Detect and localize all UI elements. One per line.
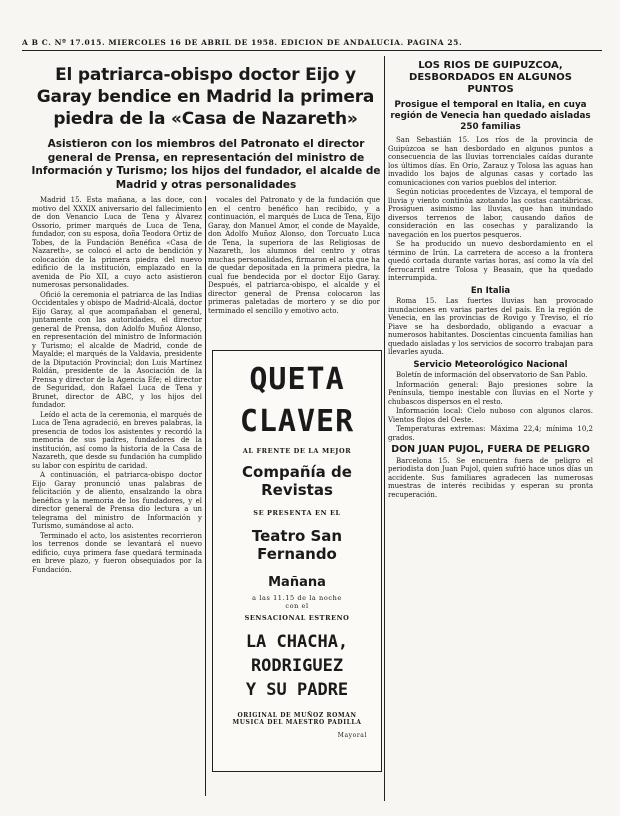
ad-presents: SE PRESENTA EN EL: [253, 509, 341, 517]
paragraph: Ofició la ceremonia el patriarca de las Indias Occidentales y obispo de Madrid-Alcalá, doctor Eijo Garay, al que acompañaban el general, juntamente con las autoridades, el director general de Prensa, don Adolfo Muñoz Alonso, en representación del ministro de Información y Turismo; el alcalde de Madrid, conde de Mayalde; el marqués de la Valdavia, presidente de la Diputación Provincial; don Luis Martínez Roldán, presidente de la Asociación de la Prensa y director de la Agencia Efe; el director de Seguridad, don Rafael Luca de Tena y Brunet, director de ABC, y los hijos del fundador.: [32, 290, 202, 409]
paragraph: Terminado el acto, los asistentes recorrieron los terrenos donde se levantará el nuevo edificio, cuya primera fase quedará terminada en breve plazo, y fueron obsequiados por la Fundación.: [32, 531, 202, 574]
ad-time: a las 11.15 de la noche: [252, 594, 342, 602]
ad-when: Mañana: [268, 575, 326, 590]
paragraph: Se ha producido un nuevo desbordamiento en el término de Irún. La carretera de acceso a la frontera quedó cortada durante varias horas, así como la vía del ferrocarril entre Tolosa y Beasain, que ha quedado interrumpida.: [388, 240, 593, 282]
ad-play-title-2: RODRIGUEZ: [250, 656, 344, 676]
paragraph: A continuación, el patriarca-obispo doctor Eijo Garay pronunció unas palabras de felicitación y de aliento, ensalzando la obra benéfica y la memoria de los fundadores, y el director general de Prensa dio lectura a un telegrama del ministro de Información y Turismo, sumándose al acto.: [32, 471, 202, 530]
ad-agency: Mayoral: [337, 732, 367, 739]
paragraph: Temperaturas extremas: Máxima 22,4; mínima 10,2 grados.: [388, 425, 593, 442]
paragraph: Barcelona 15. Se encuentra fuera de peligro el periodista don Juan Pujol, quien sufrió hace unos días un accidente. Sus familiares agradecen las numerosas muestras de interés recibidas y esperan su pronta recuperación.: [388, 456, 593, 499]
paragraph: Madrid 15. Esta mañana, a las doce, con motivo del XXXIX aniversario del fallecimiento de don Venancio Luca de Tena y Álvarez Ossorio, primer marqués de Luca de Tena, fundador, con su esposa, doña Teodora Ortiz de Tobes, de la Fundación Benéfica «Casa de Nazareth», se colocó el acto de bendición y colocación de la primera piedra del nuevo edificio de la institución, emplazado en la avenida de Pío XII, a cuyo acto asistieron numerosas personalidades.: [32, 196, 202, 289]
main-subhead: Asistieron con los miembros del Patronato el director general de Prensa, en representación del ministro de Información y Turismo; los hijos del fundador, el alcalde de Madrid y otras personalidades: [31, 138, 381, 191]
ad-play-title-3: Y SU PADRE: [245, 680, 349, 700]
ad-time-2: con el: [285, 602, 309, 610]
main-article-column-1: [32, 196, 202, 796]
paragraph: Boletín de información del observatorio de San Pablo.: [396, 371, 588, 379]
main-article-column-2: [208, 196, 380, 336]
ad-performer-last-name: CLAVER: [239, 404, 355, 439]
paragraph: vocales del Patronato y de la fundación que en el centro benéfico han recibido, y a continuación, el marqués de Luca de Tena, Eijo Garay, don Manuel Amor, el conde de Mayalde, don Adolfo Muñoz Alonso, don Torcuato Luca de Tena, la superiora de las Religiosas de Nazareth, los alumnos del centro y otras muchas personalidades, firmaron el acta que ha de quedar depositada en la primera piedra, la cual fue bendecida por el doctor Eijo Garay. Después, el patriarca-obispo, el alcalde y el director general de Prensa colocaron las primeras paletadas de mortero y se dio por terminado el sencillo y emotivo acto.: [208, 196, 380, 315]
paragraph: Roma 15. Las fuertes lluvias han provocado inundaciones en varias partes del país. En la región de Venecia, en las provincias de Rovigo y Treviso, el río Piave se ha desbordado, obligando a evacuar a numerosos habitantes. Doscientas cincuenta familias han quedado aisladas y los servicios de socorro trabajan para llevarles ayuda.: [388, 297, 593, 356]
right-headline: LOS RIOS DE GUIPUZCOA, DESBORDADOS EN ALGUNOS PUNTOS: [409, 60, 572, 95]
ad-premiere: SENSACIONAL ESTRENO: [244, 614, 350, 622]
paragraph: Información general: Bajo presiones sobre la Península, tiempo inestable con lluvias en el Norte y chubascos dispersos en el resto.: [388, 380, 593, 406]
ad-front-text: AL FRENTE DE LA MEJOR: [242, 447, 352, 455]
right-subhead: Prosigue el temporal en Italia, en cuya región de Venecia han quedado aisladas 250 familias: [390, 100, 591, 132]
paragraph: San Sebastián 15. Los ríos de la provincia de Guipúzcoa se han desbordado en algunos puntos a consecuencia de las lluvias torrenciales caídas durante los últimos días. En Orio, Zarauz y Tolosa las aguas han invadido los bajos de algunas casas y cortado las comunicaciones con varios pueblos del interior.: [388, 136, 593, 187]
right-column: [388, 98, 593, 798]
header-rule: [22, 50, 602, 51]
ad-credits-1: ORIGINAL DE MUÑOZ ROMAN: [237, 712, 357, 719]
ad-play-title-1: LA CHACHA,: [245, 632, 349, 652]
column-rule: [205, 196, 206, 796]
pujol-headline: DON JUAN PUJOL, FUERA DE PELIGRO: [391, 444, 590, 455]
page-header: A B C. Nº 17.015. MIERCOLES 16 DE ABRIL DE 1958. EDICION DE ANDALUCIA. PAGINA 25.: [22, 38, 463, 47]
italy-section-title: En Italia: [470, 285, 511, 296]
ad-company: Compañía de Revistas: [242, 463, 352, 499]
weather-section-title: Servicio Meteorológico Nacional: [413, 359, 568, 370]
column-rule: [384, 56, 385, 801]
paragraph: Según noticias procedentes de Vizcaya, el temporal de lluvia y viento continúa azotando las costas cantábricas. Prosiguen asimismo las lluvias, que han inundado diversos terrenos de labor, causando daños de consideración en las cosechas y paralizando la navegación en los puertos pesqueros.: [388, 188, 593, 239]
ad-performer-first-name: QUETA: [249, 362, 345, 397]
ad-credits-2: MUSICA DEL MAESTRO PADILLA: [232, 719, 362, 726]
main-headline: El patriarca-obispo doctor Eijo y Garay bendice en Madrid la primera piedra de la «Casa de Nazareth»: [36, 65, 375, 129]
paragraph: Leído el acta de la ceremonia, el marqués de Luca de Tena agradeció, en breves palabras, la presencia de todos los asistentes y recordó la memoria de sus padres, fundadores de la institución, así como la historia de la Casa de Nazareth, que desde su fundación ha cumplido su labor con espíritu de caridad.: [32, 410, 202, 470]
paragraph: Información local: Cielo nuboso con algunos claros. Vientos flojos del Oeste.: [388, 407, 593, 424]
theater-advertisement: [212, 350, 382, 772]
ad-theater: Teatro San Fernando: [251, 527, 343, 563]
